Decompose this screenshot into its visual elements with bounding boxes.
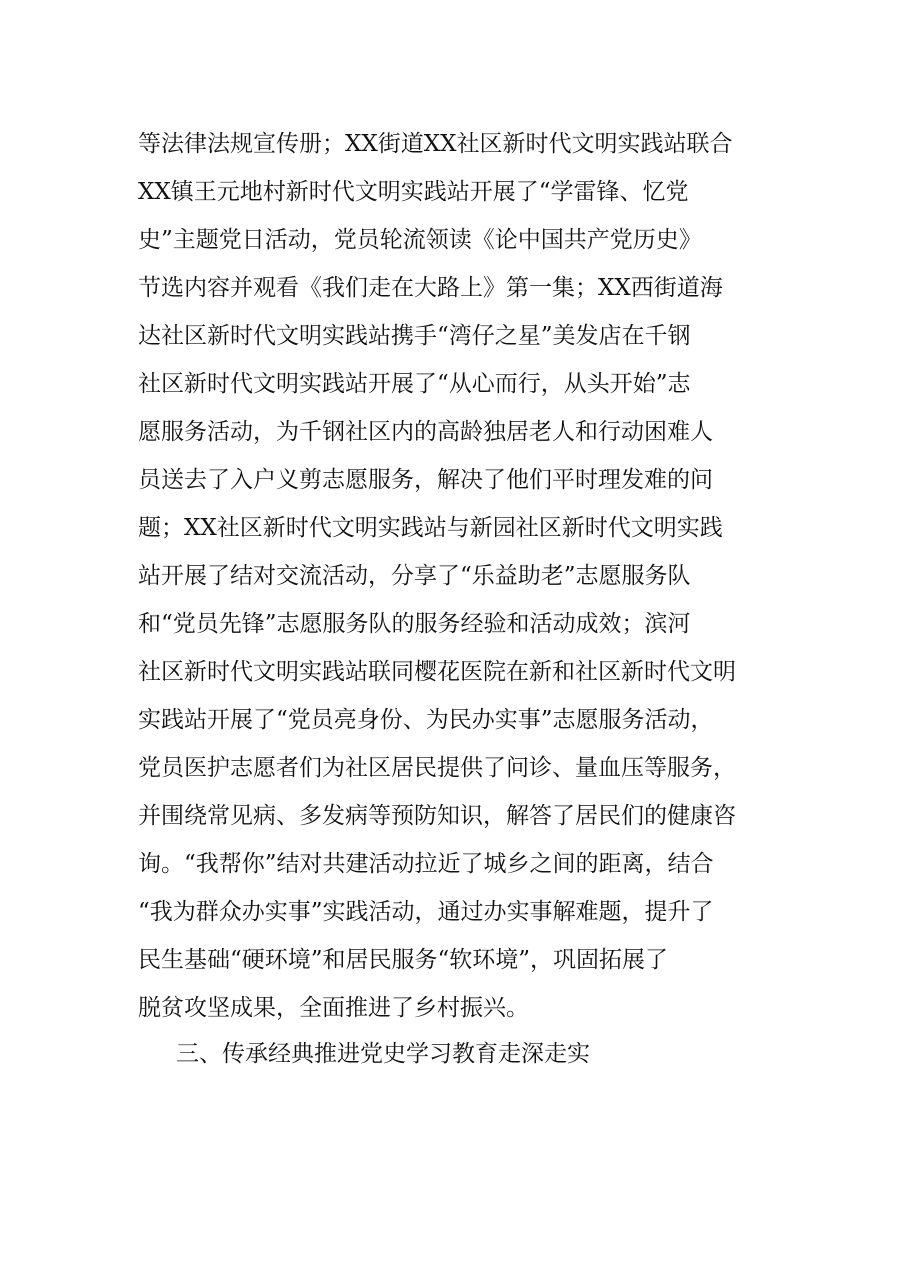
body-paragraph: [138, 120, 778, 1032]
text-line: 和“党员先锋”志愿服务队的服务经验和活动成效；滨河: [138, 611, 691, 637]
text-line: 达社区新时代文明实践站携手“湾仔之星”美发店在千钢: [138, 323, 691, 349]
text-line: “我为群众办实事”实践活动，通过办实事解难题，提升了: [138, 899, 714, 925]
text-line: XX镇王元地村新时代文明实践站开展了“学雷锋、忆党: [138, 179, 689, 205]
text-line: 社区新时代文明实践站开展了“从心而行，从头开始”志: [138, 371, 691, 397]
text-line: 党员医护志愿者们为社区居民提供了问诊、量血压等服务，: [138, 755, 736, 781]
text-line: 题；XX社区新时代文明实践站与新园社区新时代文明实践: [138, 515, 723, 541]
text-line: 实践站开展了“党员亮身份、为民办实事”志愿服务活动，: [138, 707, 714, 733]
text-line: 社区新时代文明实践站联同樱花医院在新和社区新时代文明: [138, 659, 736, 685]
text-line: 脱贫攻坚成果，全面推进了乡村振兴。: [138, 995, 529, 1021]
text-line: 愿服务活动，为千钢社区内的高龄独居老人和行动困难人: [138, 419, 713, 445]
text-line: 民生基础“硬环境”和居民服务“软环境”，巩固拓展了: [138, 947, 669, 973]
section-heading: 三、传承经典推进党史学习教育走深走实: [176, 1041, 590, 1067]
text-line: 节选内容并观看《我们走在大路上》第一集；XX西街道海: [138, 275, 723, 301]
text-line: 询。“我帮你”结对共建活动拉近了城乡之间的距离，结合: [138, 851, 714, 877]
text-line: 等法律法规宣传册；XX街道XX社区新时代文明实践站联合: [138, 131, 733, 157]
text-line: 员送去了入户义剪志愿服务，解决了他们平时理发难的问: [138, 467, 713, 493]
text-line: 史”主题党日活动，党员轮流领读《论中国共产党历史》: [138, 227, 702, 253]
text-line: 站开展了结对交流活动，分享了“乐益助老”志愿服务队: [138, 563, 691, 589]
text-line: 并围绕常见病、多发病等预防知识，解答了居民们的健康咨: [138, 803, 736, 829]
